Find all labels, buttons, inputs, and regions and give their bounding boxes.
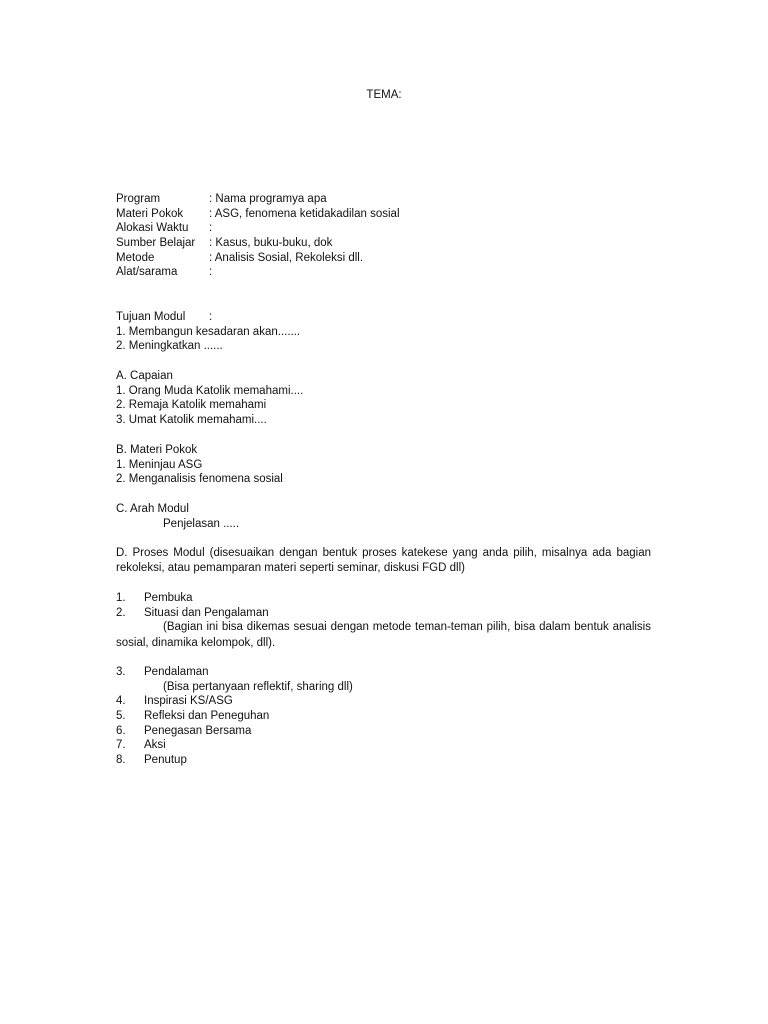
proses-step	[116, 665, 651, 680]
step-label: Aksi	[144, 739, 166, 752]
step-number: 5.	[116, 710, 126, 723]
meta-value: : Nama programya apa	[209, 193, 327, 205]
meta-label: Metode	[116, 251, 155, 264]
step-2-note: (Bagian ini bisa dikemas sesuai dengan metode teman-teman pilih, bisa dalam bentuk analisis sosial, dinamika kelompok, dll).	[116, 621, 651, 649]
step-number: 8.	[116, 754, 126, 767]
meta-value: : ASG, fenomena ketidakadilan sosial	[209, 207, 400, 220]
proses-heading: D. Proses Modul (disesuaikan dengan bentuk proses katekese yang anda pilih, misalnya ada bagian rekoleksi, atau pemamparan materi seperti seminar, diskusi FGD dll)	[116, 547, 651, 575]
step-label: Pendalaman	[144, 666, 209, 678]
proses-step	[116, 694, 651, 709]
materi-item: 1. Meninjau ASG	[116, 458, 203, 471]
step-number: 6.	[116, 724, 126, 737]
step-label: Situasi dan Pengalaman	[144, 606, 269, 619]
meta-value: : Analisis Sosial, Rekoleksi dll.	[209, 251, 364, 264]
proses-step	[116, 591, 651, 606]
proses-section	[116, 546, 651, 576]
meta-row-metode	[116, 251, 651, 266]
materi-heading: B. Materi Pokok	[116, 444, 198, 456]
meta-row-alat-sarama	[116, 265, 651, 280]
capaian-section	[116, 369, 651, 428]
tujuan-item: 2. Meningkatkan ......	[116, 340, 223, 353]
capaian-item: 2. Remaja Katolik memahami	[116, 399, 267, 412]
proses-steps-continued	[116, 665, 651, 768]
step-number: 2.	[116, 606, 126, 619]
step-label: Penegasan Bersama	[144, 724, 252, 737]
meta-label: Program	[116, 193, 161, 205]
materi-section	[116, 443, 651, 487]
arah-section	[116, 502, 651, 531]
tujuan-label: Tujuan Modul	[116, 311, 186, 323]
proses-steps	[116, 591, 651, 651]
proses-step	[116, 738, 651, 753]
step-label: Refleksi dan Peneguhan	[144, 710, 270, 723]
meta-label: Alokasi Waktu	[116, 222, 189, 235]
arah-heading: C. Arah Modul	[116, 503, 189, 515]
step-label: Penutup	[144, 754, 187, 767]
tujuan-section	[116, 310, 651, 354]
proses-step	[116, 709, 651, 724]
meta-row-alokasi-waktu	[116, 221, 651, 236]
meta-row-sumber-belajar	[116, 236, 651, 251]
meta-row-materi-pokok	[116, 207, 651, 222]
meta-label: Sumber Belajar	[116, 237, 196, 250]
step-number: 4.	[116, 695, 126, 708]
tujuan-item: 1. Membangun kesadaran akan.......	[116, 325, 301, 338]
proses-step	[116, 606, 651, 621]
capaian-heading: A. Capaian	[116, 370, 173, 382]
step-label: Inspirasi KS/ASG	[144, 695, 233, 708]
capaian-item: 3. Umat Katolik memahami....	[116, 414, 267, 427]
tujuan-colon: :	[209, 311, 213, 323]
meta-value: : Kasus, buku-buku, dok	[209, 237, 333, 250]
document-title: TEMA:	[366, 89, 402, 101]
proses-step	[116, 724, 651, 739]
meta-info	[116, 192, 651, 280]
step-3-note: (Bisa pertanyaan reflektif, sharing dll)	[163, 680, 353, 693]
meta-value: :	[209, 266, 213, 279]
capaian-item: 1. Orang Muda Katolik memahami....	[116, 384, 304, 397]
step-label: Pembuka	[144, 592, 193, 604]
materi-item: 2. Menganalisis fenomena sosial	[116, 473, 283, 486]
meta-label: Materi Pokok	[116, 207, 184, 220]
step-number: 7.	[116, 739, 126, 752]
proses-step	[116, 753, 651, 768]
meta-row-program	[116, 192, 651, 207]
step-number: 1.	[116, 592, 126, 604]
meta-value: :	[209, 222, 213, 235]
tujuan-heading	[116, 310, 651, 325]
arah-text: Penjelasan .....	[163, 517, 240, 530]
step-number: 3.	[116, 666, 126, 678]
meta-label: Alat/sarama	[116, 266, 178, 279]
